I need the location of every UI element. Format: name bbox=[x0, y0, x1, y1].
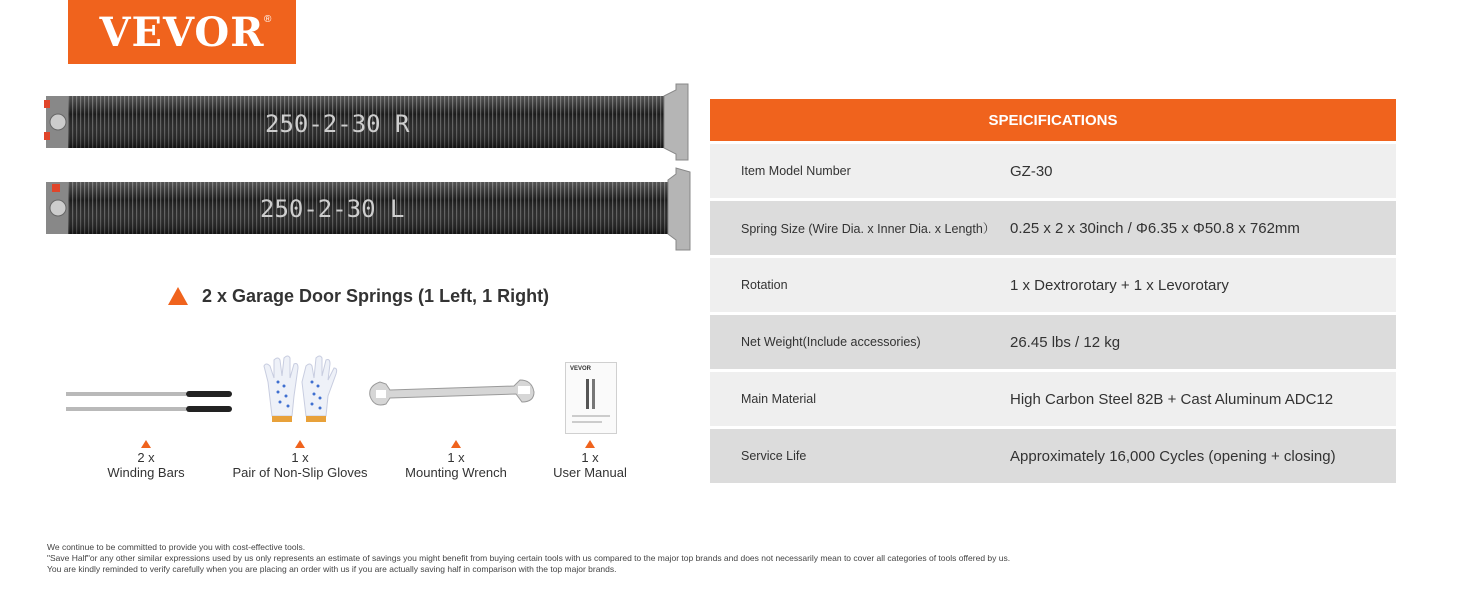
spec-value: 1 x Dextrorotary + 1 x Levorotary bbox=[1010, 276, 1229, 294]
spec-value: High Carbon Steel 82B + Cast Aluminum ADC12 bbox=[1010, 390, 1334, 408]
winding-bars-image bbox=[62, 386, 234, 418]
spec-row bbox=[710, 372, 1396, 426]
spec-label: Item Model Number bbox=[741, 164, 851, 178]
accessory-manual bbox=[540, 440, 640, 480]
right-spring bbox=[44, 84, 688, 160]
spec-label: Service Life bbox=[741, 449, 807, 463]
accessory-qty: 1 x bbox=[291, 450, 309, 465]
spec-label: Net Weight(Include accessories) bbox=[741, 335, 921, 349]
footnote-line: "Save Half"or any other similar expressions used by us only represents an estimate of savings you might benefit from buying certain tools with us compared to the major top brands and does not necessarily mean to cover all categories of tools offered by us. bbox=[47, 553, 1011, 563]
specifications-table bbox=[710, 99, 1396, 483]
spec-value: 26.45 lbs / 12 kg bbox=[1010, 333, 1121, 351]
gloves-image bbox=[258, 352, 342, 426]
registered-mark: ® bbox=[264, 14, 272, 25]
user-manual-image bbox=[565, 362, 617, 434]
garage-door-springs-image bbox=[40, 80, 700, 260]
accessory-name: Pair of Non-Slip Gloves bbox=[232, 465, 368, 480]
triangle-icon bbox=[295, 440, 305, 448]
spec-row bbox=[710, 201, 1396, 255]
footnote bbox=[47, 542, 1010, 575]
springs-caption bbox=[168, 283, 549, 309]
wrench-image bbox=[366, 374, 538, 414]
specifications-title: SPEICIFICATIONS bbox=[710, 99, 1396, 141]
triangle-icon bbox=[451, 440, 461, 448]
vevor-logo bbox=[68, 0, 296, 64]
triangle-icon bbox=[585, 440, 595, 448]
accessory-winding-bars bbox=[96, 440, 196, 480]
accessory-qty: 2 x bbox=[137, 450, 155, 465]
spec-label: Main Material bbox=[741, 392, 817, 406]
accessory-qty: 1 x bbox=[447, 450, 465, 465]
right-spring-label: 250-2-30 R bbox=[265, 110, 410, 138]
accessory-qty: 1 x bbox=[581, 450, 599, 465]
spec-value: GZ-30 bbox=[1010, 162, 1053, 180]
accessory-name: Winding Bars bbox=[107, 465, 185, 480]
left-spring-label: 250-2-30 L bbox=[260, 195, 405, 223]
spec-label: Rotation bbox=[741, 278, 788, 292]
spec-value: 0.25 x 2 x 30inch / Φ6.35 x Φ50.8 x 762mm bbox=[1010, 219, 1300, 237]
accessory-wrench bbox=[396, 440, 516, 480]
spec-row bbox=[710, 144, 1396, 198]
accessory-name: User Manual bbox=[553, 465, 627, 480]
spec-value: Approximately 16,000 Cycles (opening + closing) bbox=[1010, 447, 1336, 465]
triangle-icon bbox=[168, 287, 188, 305]
spec-row bbox=[710, 258, 1396, 312]
spec-row bbox=[710, 315, 1396, 369]
spec-label: Spring Size (Wire Dia. x Inner Dia. x Length） bbox=[741, 222, 996, 236]
logo-text: VEVOR bbox=[99, 8, 265, 56]
left-spring bbox=[46, 168, 690, 250]
accessory-gloves bbox=[220, 440, 380, 480]
triangle-icon bbox=[141, 440, 151, 448]
spec-row bbox=[710, 429, 1396, 483]
accessory-name: Mounting Wrench bbox=[405, 465, 507, 480]
springs-caption-text: 2 x Garage Door Springs (1 Left, 1 Right) bbox=[202, 285, 550, 306]
footnote-line: You are kindly reminded to verify carefully when you are placing an order with us if you are actually saving half in comparison with the top major brands. bbox=[47, 564, 617, 574]
footnote-line: We continue to be committed to provide you with cost-effective tools. bbox=[47, 542, 306, 552]
manual-brand: VEVOR bbox=[570, 366, 592, 372]
